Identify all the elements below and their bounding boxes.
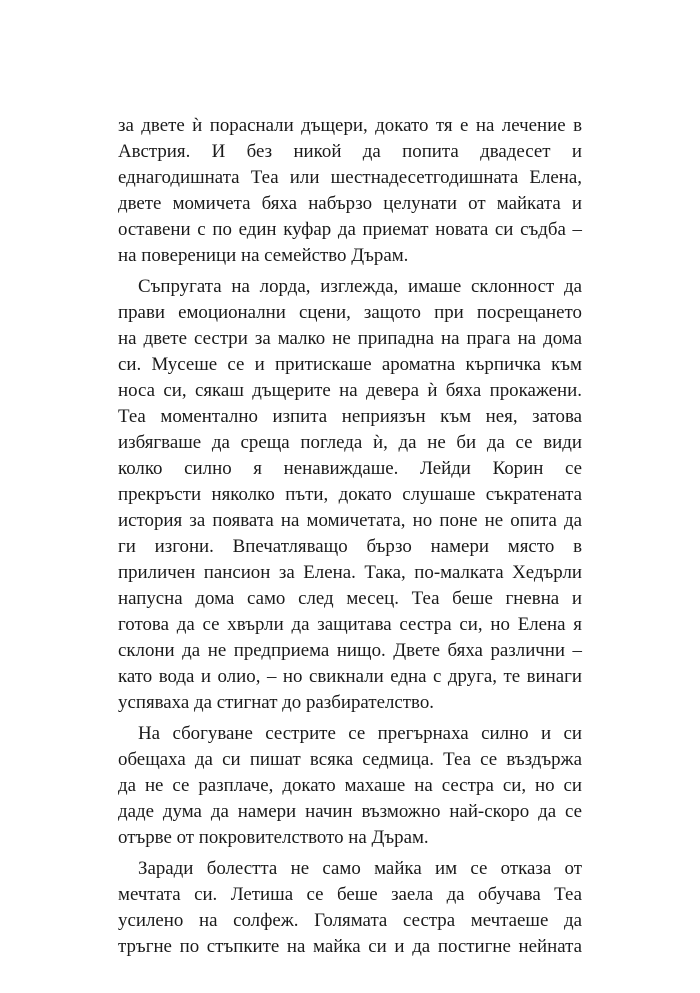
text-line: еднагодишната Теа или шестнадесетгодишната Елена,: [118, 167, 582, 188]
paragraph-3: [118, 721, 582, 851]
paragraph-4: [118, 856, 582, 960]
text-line: носа си, сякаш дъщерите на девера ѝ бяха прокажени.: [118, 380, 582, 401]
text-line: тръгне по стъпките на майка си и да постигне нейната: [118, 936, 582, 957]
paragraph-1: [118, 113, 582, 269]
text-line: прекръсти няколко пъти, докато слушаше съкратената: [118, 484, 582, 505]
text-line: готова да се хвърли да защитава сестра си, но Елена я: [118, 614, 582, 635]
text-line: ги изгони. Впечатляващо бързо намери място в: [118, 536, 582, 557]
text-line: като вода и олио, – но свикнали една с друга, те винаги: [118, 666, 582, 687]
text-line: склони да не предприема нищо. Двете бяха различни –: [118, 640, 582, 661]
text-line: двете момичета бяха набързо целунати от майката и: [118, 193, 582, 214]
text-line: напусна дома само след месец. Теа беше гневна и: [118, 588, 582, 609]
text-line: мечтата си. Летиша се беше заела да обучава Теа: [118, 884, 582, 905]
text-line: приличен пансион за Елена. Така, по-малката Хедърли: [118, 562, 582, 583]
text-line: история за появата на момичетата, но поне не опита да: [118, 510, 582, 531]
text-line: за двете ѝ пораснали дъщери, докато тя е на лечение в: [118, 115, 582, 136]
text-line: си. Мусеше се и притискаше ароматна кърпичка към: [118, 354, 582, 375]
text-line: на повереници на семейство Дърам.: [118, 245, 409, 266]
text-line: да не се разплаче, докато махаше на сестра си, но си: [118, 775, 582, 796]
text-line: на двете сестри за малко не припадна на прага на дома: [118, 328, 582, 349]
text-line: Заради болестта не само майка им се отказа от: [138, 858, 582, 879]
text-line: усилено на солфеж. Голямата сестра мечтаеше да: [118, 910, 582, 931]
text-line: Теа моментално изпита неприязън към нея, затова: [118, 406, 582, 427]
text-line: На сбогуване сестрите се прегърнаха силно и си: [138, 723, 582, 744]
text-line: прави емоционални сцени, защото при посрещането: [118, 302, 582, 323]
page-body-text: [118, 113, 582, 965]
text-line: Съпругата на лорда, изглежда, имаше склонност да: [138, 276, 582, 297]
text-line: избягваше да среща погледа ѝ, да не би да се види: [118, 432, 582, 453]
text-line: даде дума да намери начин възможно най-скоро да се: [118, 801, 582, 822]
text-line: Австрия. И без никой да попита двадесет и: [118, 141, 582, 162]
text-line: колко силно я ненавиждаше. Лейди Корин се: [118, 458, 582, 479]
text-line: обещаха да си пишат всяка седмица. Теа се въздържа: [118, 749, 582, 770]
text-line: оставени с по един куфар да приемат новата си съдба –: [118, 219, 582, 240]
text-line: успяваха да стигнат до разбирателство.: [118, 692, 434, 713]
text-line: отърве от покровителството на Дърам.: [118, 827, 429, 848]
paragraph-2: [118, 274, 582, 716]
